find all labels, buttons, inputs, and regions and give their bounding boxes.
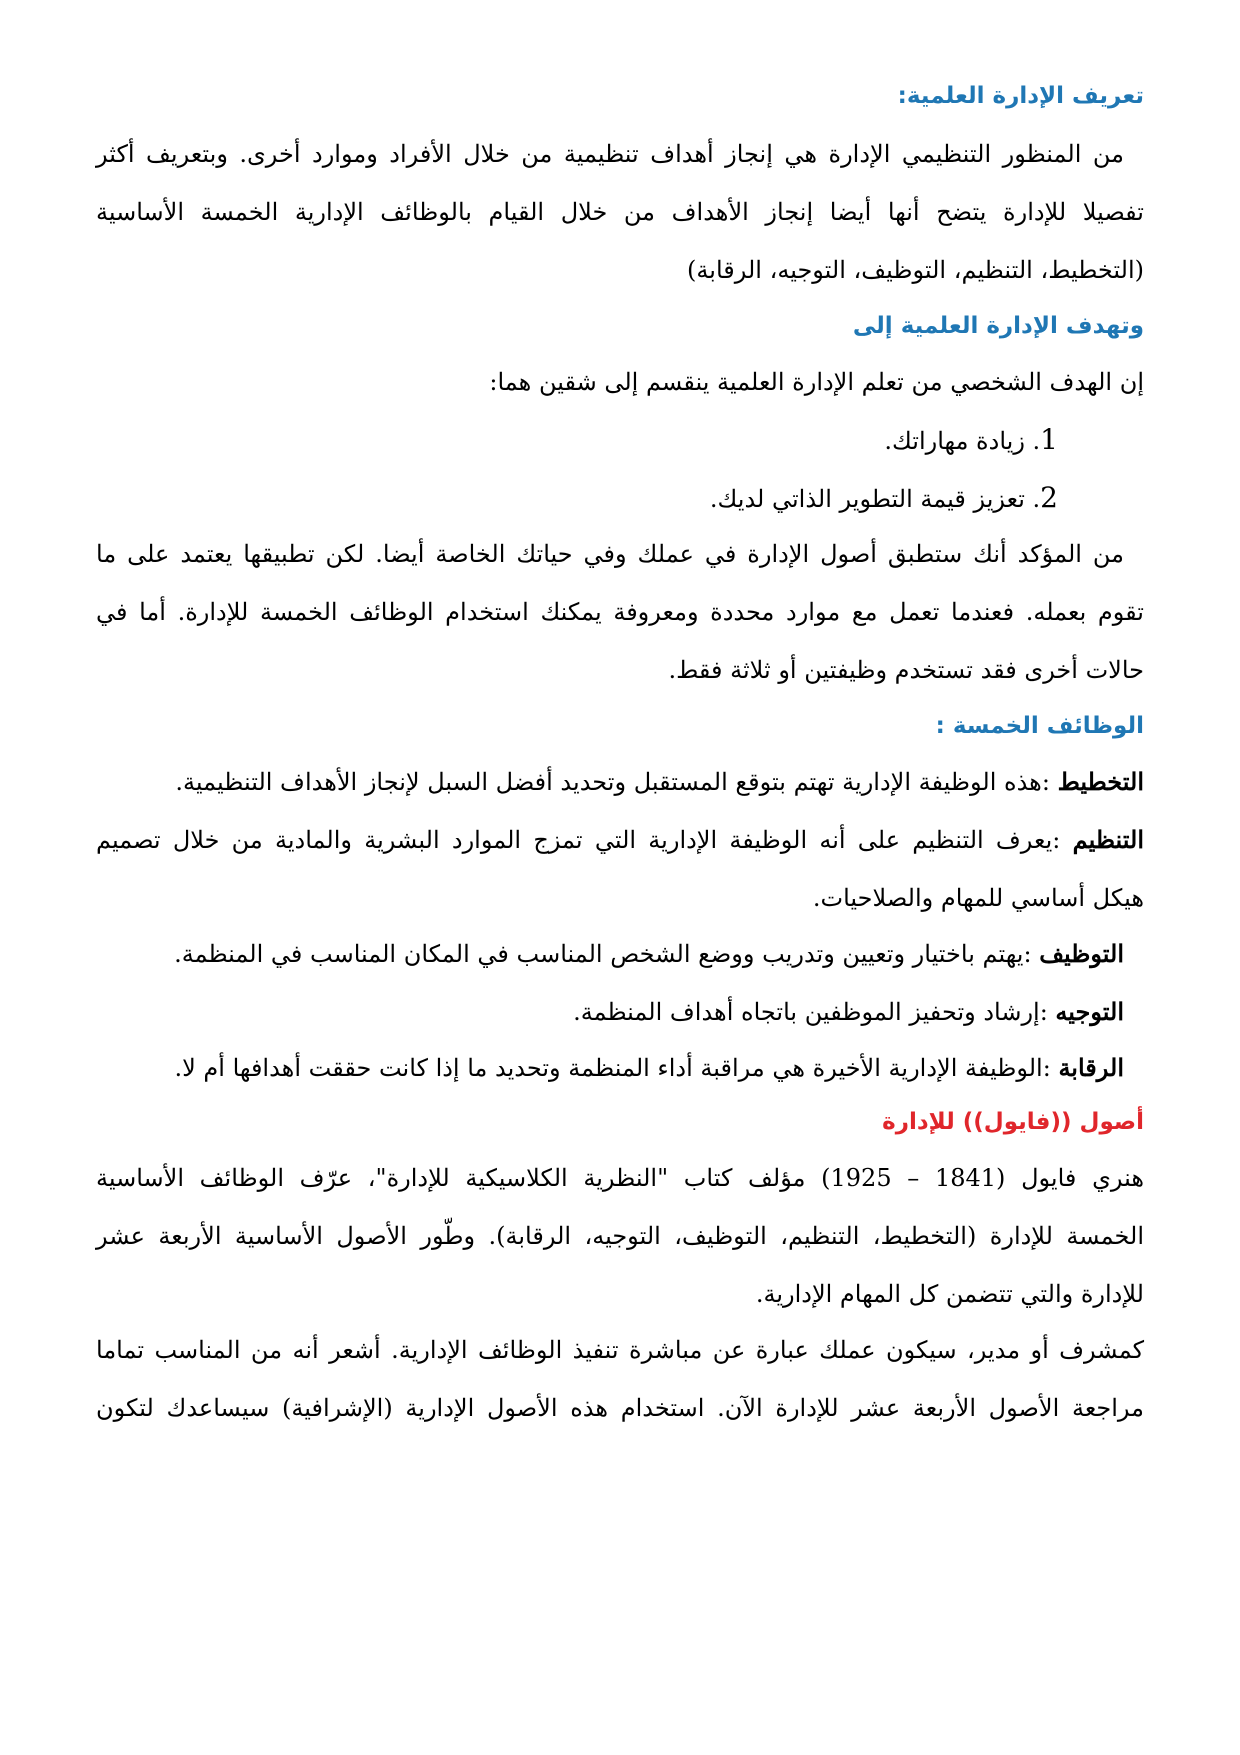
function-text: :يعرف التنظيم على أنه الوظيفة الإدارية التي تمزج الموارد البشرية والمادية من خلال تصميم	[96, 826, 1073, 854]
fayol-line-3: للإدارة والتي تتضمن كل المهام الإدارية.	[755, 1280, 1144, 1308]
application-line-1: من المؤكد أنك ستطبق أصول الإدارة في عملك وفي حياتك الخاصة أيضا. لكن تطبيقها يعتمد على ما	[96, 540, 1124, 568]
fayol-line-1: هنري فايول (1841 – 1925) مؤلف كتاب "النظرية الكلاسيكية للإدارة"، عرّف الوظائف الأساسية	[96, 1164, 1145, 1192]
heading-definition: تعريف الإدارة العلمية:	[897, 83, 1144, 109]
goal-item-2	[96, 482, 1058, 515]
function-directing	[96, 996, 1124, 1028]
heading-five-functions: الوظائف الخمسة :	[935, 713, 1144, 739]
function-text: :إرشاد وتحفيز الموظفين باتجاه أهداف المنظمة.	[573, 998, 1056, 1026]
function-term: التنظيم	[1072, 825, 1144, 854]
function-term: الرقابة	[1058, 1053, 1124, 1082]
heading-fayol: أصول ((فايول)) للإدارة	[882, 1109, 1144, 1135]
function-staffing	[96, 938, 1124, 970]
goal-text: . تعزيز قيمة التطوير الذاتي لديك.	[709, 485, 1041, 513]
goal-number: 1	[1040, 423, 1058, 456]
supervisor-line-1: كمشرف أو مدير، سيكون عملك عبارة عن مباشرة تنفيذ الوظائف الإدارية. أشعر أنه من المناسب تماما	[96, 1336, 1144, 1364]
definition-line-1: من المنظور التنظيمي الإدارة هي إنجاز أهداف تنظيمية من خلال الأفراد وموارد أخرى. وبتعريف أكثر	[96, 140, 1124, 168]
function-organizing-cont: هيكل أساسي للمهام والصلاحيات.	[812, 884, 1144, 912]
function-term: التوظيف	[1039, 939, 1124, 968]
function-text: :يهتم باختيار وتعيين وتدريب ووضع الشخص المناسب في المكان المناسب في المنظمة.	[174, 940, 1040, 968]
function-planning	[96, 766, 1144, 798]
goal-number: 2	[1040, 481, 1058, 514]
application-line-3: حالات أخرى فقد تستخدم وظيفتين أو ثلاثة فقط.	[668, 656, 1144, 684]
definition-line-2: تفصيلا للإدارة يتضح أنها أيضا إنجاز الأهداف من خلال القيام بالوظائف الإدارية الخمسة الأساسية	[96, 198, 1144, 226]
function-term: التوجيه	[1055, 997, 1124, 1026]
heading-goals: وتهدف الإدارة العلمية إلى	[852, 313, 1144, 339]
function-text: :هذه الوظيفة الإدارية تهتم بتوقع المستقبل وتحديد أفضل السبل لإنجاز الأهداف التنظيمية.	[175, 768, 1058, 796]
goal-item-1	[96, 424, 1058, 457]
application-line-2: تقوم بعمله. فعندما تعمل مع موارد محددة ومعروفة يمكنك استخدام الوظائف الخمسة للإدارة. أما في	[96, 598, 1144, 626]
goals-intro: إن الهدف الشخصي من تعلم الإدارة العلمية ينقسم إلى شقين هما:	[489, 368, 1144, 396]
function-term: التخطيط	[1057, 767, 1144, 796]
function-organizing	[96, 824, 1144, 856]
goal-text: . زيادة مهاراتك.	[884, 427, 1041, 455]
supervisor-line-2: مراجعة الأصول الأربعة عشر للإدارة الآن. استخدام هذه الأصول الإدارية (الإشرافية) سيساعدك لتكون	[96, 1394, 1144, 1422]
definition-line-3: (التخطيط، التنظيم، التوظيف، التوجيه، الرقابة)	[687, 256, 1144, 284]
function-controlling	[96, 1052, 1124, 1084]
fayol-line-2: الخمسة للإدارة (التخطيط، التنظيم، التوظيف، التوجيه، الرقابة). وطّور الأصول الأساسية الأربعة عشر	[96, 1222, 1144, 1250]
function-text: :الوظيفة الإدارية الأخيرة هي مراقبة أداء المنظمة وتحديد ما إذا كانت حققت أهدافها أم لا.	[174, 1054, 1059, 1082]
